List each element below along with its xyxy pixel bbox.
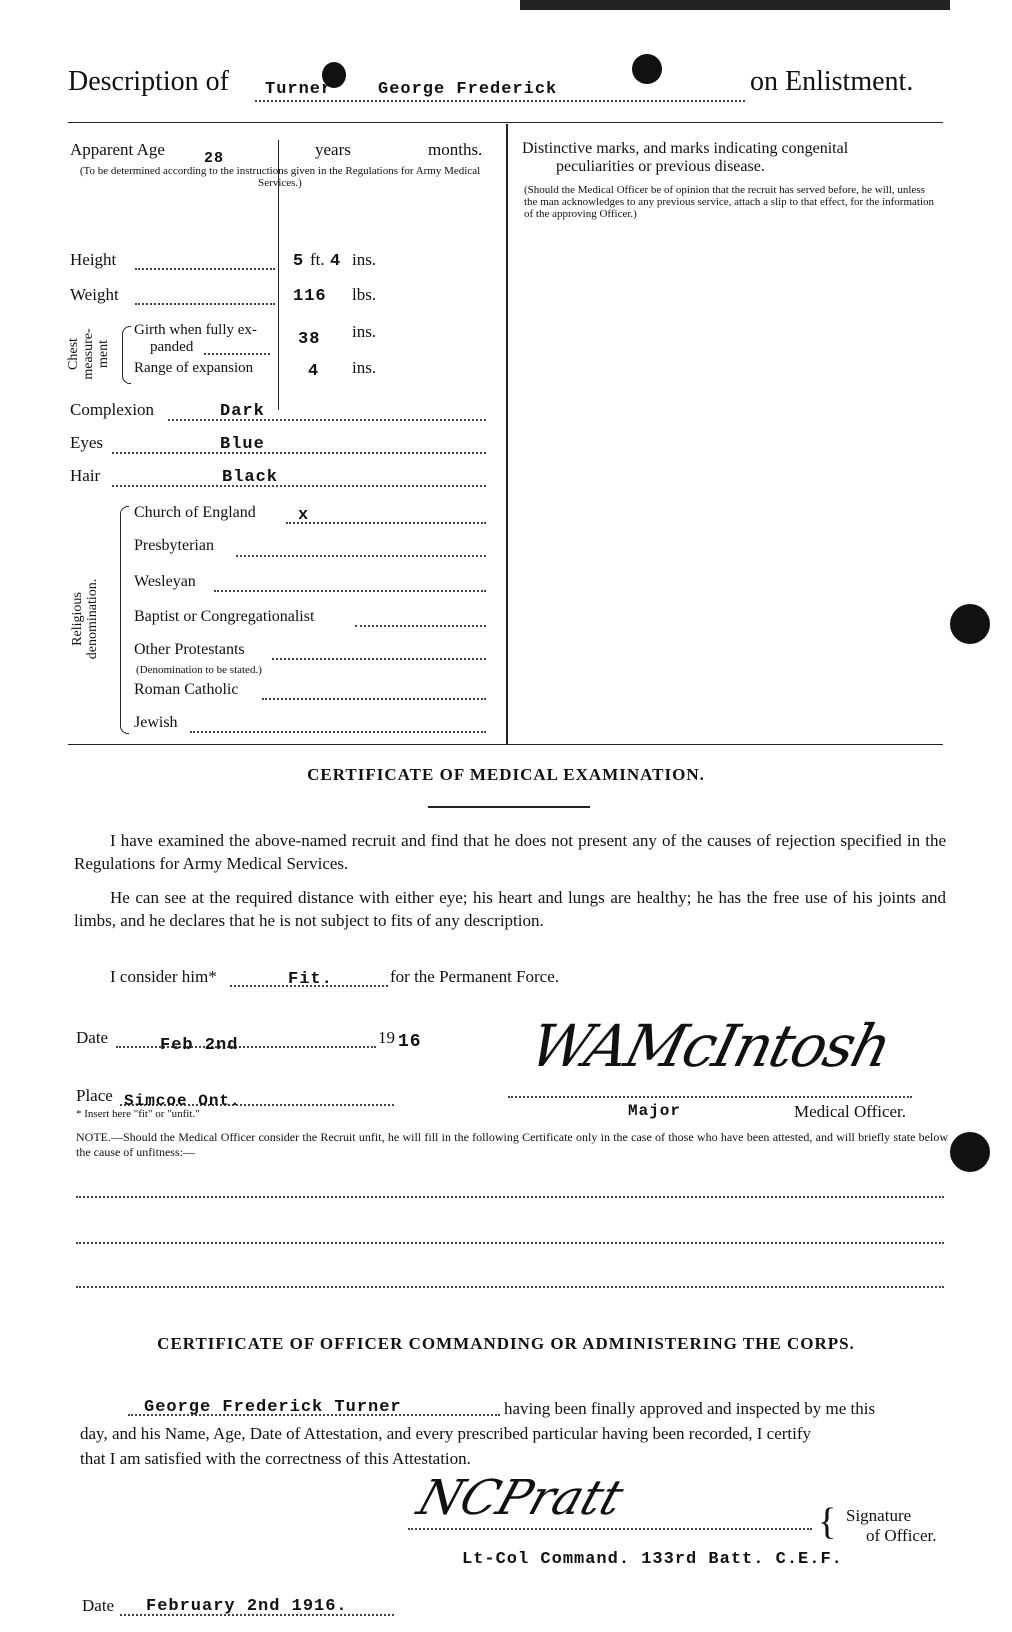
- commanding-text-2: day, and his Name, Age, Date of Attestation, and every prescribed particular having been recorded, I certify: [80, 1424, 812, 1443]
- distinctive-marks-1: Distinctive marks, and marks indicating congenital: [522, 140, 849, 157]
- complexion-value: Dark: [220, 402, 265, 421]
- medical-date-dots: [116, 1046, 376, 1048]
- weight-label: Weight: [70, 285, 119, 304]
- other-dots: [272, 658, 486, 660]
- religion-wesleyan: Wesleyan: [134, 573, 196, 590]
- height-inches-value: 4: [330, 252, 342, 271]
- medical-year-prefix: 19: [378, 1028, 395, 1047]
- range-value: 4: [308, 362, 320, 381]
- commanding-date-label: Date: [82, 1596, 115, 1615]
- hair-label: Hair: [70, 466, 101, 485]
- ft-label: ft.: [310, 250, 325, 269]
- religion-brace: [120, 506, 129, 734]
- punch-hole-top: [632, 54, 662, 84]
- age-note: (To be determined according to the instructions given in the Regulations for Army Medical Services.): [79, 165, 481, 189]
- punch-hole-right-upper: [950, 604, 990, 644]
- height-label: Height: [70, 250, 117, 269]
- girth-ins-label: ins.: [352, 322, 377, 341]
- range-label: Range of expansion: [134, 360, 254, 376]
- place-value: Simcoe Ont.: [124, 1092, 241, 1110]
- lbs-label: lbs.: [352, 285, 377, 304]
- religion-rc: Roman Catholic: [134, 681, 239, 698]
- commanding-text-1: having been finally approved and inspected by me this: [504, 1399, 876, 1418]
- distinctive-marks-2: peculiarities or previous disease.: [556, 158, 765, 175]
- height-dots: [135, 268, 275, 270]
- apparent-age-value: 28: [204, 150, 225, 167]
- complexion-dots: [168, 419, 486, 421]
- coe-dots: [286, 522, 486, 524]
- jewish-dots: [190, 731, 486, 733]
- eyes-value: Blue: [220, 435, 265, 454]
- chest-label: Chest measure-ment: [66, 328, 111, 380]
- religion-other: Other Protestants: [134, 641, 245, 658]
- distinctive-marks-note: (Should the Medical Officer be of opinion that the recruit has served before, he will, unless the man acknowledges to any previous service, attach a slip to that effect, for the information of the approving Officer.): [524, 184, 935, 220]
- religion-label: Religious denomination.: [70, 578, 100, 660]
- commanding-text-3: that I am satisfied with the correctness of this Attestation.: [80, 1449, 471, 1468]
- apparent-age-label: Apparent Age: [70, 140, 165, 159]
- girth-value: 38: [298, 330, 321, 349]
- religion-jewish: Jewish: [134, 714, 178, 731]
- unfit-line-3: [76, 1286, 944, 1288]
- girth-dots: [204, 353, 270, 355]
- commanding-signature: NCPratt: [410, 1470, 631, 1526]
- medical-year-value: 16: [398, 1032, 422, 1052]
- years-label: years: [315, 140, 351, 159]
- medical-title: CERTIFICATE OF MEDICAL EXAMINATION.: [307, 765, 705, 784]
- insert-note: * Insert here "fit" or "unfit.": [76, 1108, 200, 1120]
- header-given-names: George Frederick: [378, 80, 558, 99]
- medical-signature-dots: [508, 1096, 912, 1098]
- header-prefix: Description of: [68, 66, 229, 97]
- chest-brace: [122, 326, 131, 384]
- eyes-label: Eyes: [70, 433, 104, 452]
- presb-dots: [236, 555, 486, 557]
- signature-label-2: of Officer.: [866, 1526, 937, 1545]
- medical-date-label: Date: [76, 1028, 109, 1047]
- rc-dots: [262, 698, 486, 700]
- sig-brace: {: [818, 1501, 837, 1543]
- commanding-title: CERTIFICATE OF OFFICER COMMANDING OR ADMINISTERING THE CORPS.: [157, 1334, 855, 1353]
- religion-other-note: (Denomination to be stated.): [136, 664, 262, 676]
- medical-officer-label: Medical Officer.: [794, 1102, 907, 1121]
- consider-suffix: for the Permanent Force.: [390, 967, 559, 986]
- medical-date-value: Feb 2nd: [160, 1036, 239, 1055]
- ins-label: ins.: [352, 250, 377, 269]
- punch-hole-right-lower: [950, 1132, 990, 1172]
- medical-para-1: I have examined the above-named recruit and find that he does not present any of the causes of rejection specified in the Regulations for Army Medical Services.: [74, 831, 946, 873]
- column-divider: [506, 124, 508, 744]
- girth-label-2: panded: [150, 339, 194, 355]
- range-ins-label: ins.: [352, 358, 377, 377]
- months-label: months.: [428, 140, 483, 159]
- commanding-name: George Frederick Turner: [144, 1398, 402, 1417]
- medical-rank: Major: [628, 1102, 682, 1120]
- unfit-line-2: [76, 1242, 944, 1244]
- weight-dots: [135, 303, 275, 305]
- medical-note: NOTE.—Should the Medical Officer consider the Recruit unfit, he will fill in the following Certificate only in the case of those who have been attested, and will briefly state below the cause of unfitness:—: [76, 1130, 948, 1159]
- consider-value: Fit.: [288, 970, 333, 989]
- commanding-signature-dots: [408, 1528, 812, 1530]
- wesleyan-dots: [214, 590, 486, 592]
- girth-label-1: Girth when fully ex-: [134, 322, 257, 338]
- consider-prefix: I consider him*: [110, 967, 217, 986]
- hair-value: Black: [222, 468, 279, 487]
- signature-label-1: Signature: [846, 1506, 912, 1525]
- scan-mark-top: [520, 0, 950, 10]
- medical-para-2: He can see at the required distance with either eye; his heart and lungs are healthy; he has the free use of his joints and limbs, and he declares that he is not subject to fits of any description.: [74, 888, 946, 930]
- height-feet-value: 5: [293, 252, 305, 271]
- weight-value: 116: [293, 287, 327, 306]
- religion-coe-mark: x: [298, 506, 310, 525]
- medical-signature: WAMcIntosh: [523, 1012, 897, 1080]
- header-surname: Turner: [265, 80, 333, 99]
- medical-title-rule: [428, 806, 590, 808]
- complexion-label: Complexion: [70, 400, 155, 419]
- commanding-date-value: February 2nd 1916.: [146, 1597, 348, 1616]
- hair-dots: [112, 485, 486, 487]
- header-dotted-line: [255, 100, 745, 102]
- header-suffix: on Enlistment.: [750, 66, 914, 97]
- unfit-line-1: [76, 1196, 944, 1198]
- commanding-title-line: Lt-Col Command. 133rd Batt. C.E.F.: [462, 1550, 843, 1569]
- religion-coe: Church of England: [134, 504, 256, 521]
- religion-presbyterian: Presbyterian: [134, 537, 214, 554]
- baptist-dots: [355, 625, 486, 627]
- eyes-dots: [112, 452, 486, 454]
- place-label: Place: [76, 1086, 113, 1105]
- section-rule: [68, 744, 943, 745]
- header-rule: [68, 122, 943, 123]
- religion-baptist: Baptist or Congregationalist: [134, 608, 315, 625]
